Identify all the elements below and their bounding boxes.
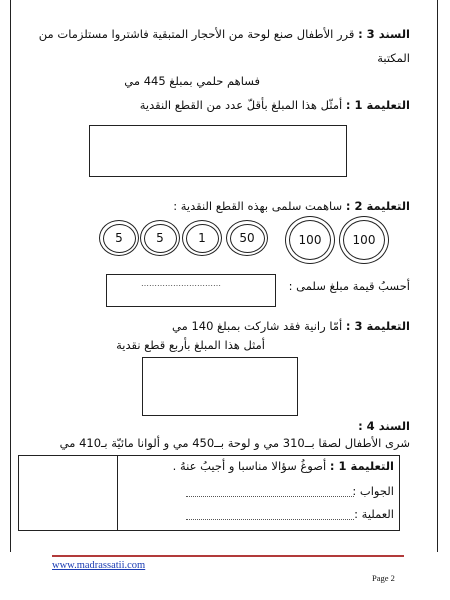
footer-website-link[interactable]: www.madrassatii.com (52, 560, 146, 571)
page-number: Page 2 (372, 573, 395, 583)
operation-label: العملية : (354, 507, 394, 521)
final-task-text: أصوغُ سؤالا مناسبا و أجيبُ عنهُ . (172, 459, 327, 473)
coin-value: 100 (298, 233, 322, 247)
task1-text: أمثّل هذا المبلغ بأقلّ عدد من القطع النقدية (139, 98, 343, 112)
sanad3-text-2: المكتبة (377, 51, 410, 65)
answer-label: الجواب : (352, 484, 394, 498)
task1-label: التعليمة 1 : (345, 98, 410, 112)
task1-line (140, 98, 410, 112)
coin-1 (182, 220, 222, 256)
sanad3-text-1: قرر الأطفال صنع لوحة من الأحجار المتبقية فاشتروا مستلزمات من (38, 27, 355, 41)
sanad3-line1 (39, 27, 410, 41)
task3-text-2: أمثل هذا المبلغ بأربع قطع نقدية (116, 338, 265, 352)
coin-5-right (140, 220, 180, 256)
operation-dotline[interactable] (186, 519, 354, 520)
coin-100-right (339, 216, 389, 264)
task2-calc-prompt: أحسبُ قيمة مبلغ سلمى : (288, 279, 410, 293)
coin-value: 100 (352, 233, 376, 247)
coin-value: 5 (115, 231, 123, 245)
coin-100-left (285, 216, 335, 264)
sanad4-label (358, 419, 410, 433)
final-task-line (173, 459, 394, 473)
task2-calc-box[interactable] (106, 274, 276, 307)
coin-5-left (99, 220, 139, 256)
coin-50 (226, 220, 268, 256)
coin-value: 5 (156, 231, 164, 245)
task2-line (173, 199, 410, 213)
footer-rule (52, 555, 404, 557)
answer-dotline[interactable] (186, 496, 354, 497)
task3-line1 (172, 319, 410, 333)
coin-value: 1 (198, 231, 206, 245)
sanad3-text-3: فساهم حلمي بمبلغ 445 مي (124, 74, 260, 88)
sanad4-text: شرى الأطفال لصقا بــ310 مي و لوحة بــ450 مي و ألوانا مائيّة بـ410 مي (59, 436, 410, 450)
sanad4-label-text: السند 4 : (358, 419, 410, 433)
task2-text: ساهمت سلمى بهذه القطع النقدية : (173, 199, 343, 213)
task1-answer-box[interactable] (89, 125, 347, 177)
task3-label: التعليمة 3 : (345, 319, 410, 333)
task2-calc-dots: ………………………… (141, 279, 221, 288)
sanad3-label: السند 3 : (358, 27, 410, 41)
coin-value: 50 (239, 231, 255, 245)
task3-text-1: أمّا رانية فقد شاركت بمبلغ 140 مي (172, 319, 343, 333)
final-task-label: التعليمة 1 : (329, 459, 394, 473)
task2-label: التعليمة 2 : (345, 199, 410, 213)
table-divider (117, 456, 118, 530)
task3-answer-box[interactable] (142, 357, 298, 416)
